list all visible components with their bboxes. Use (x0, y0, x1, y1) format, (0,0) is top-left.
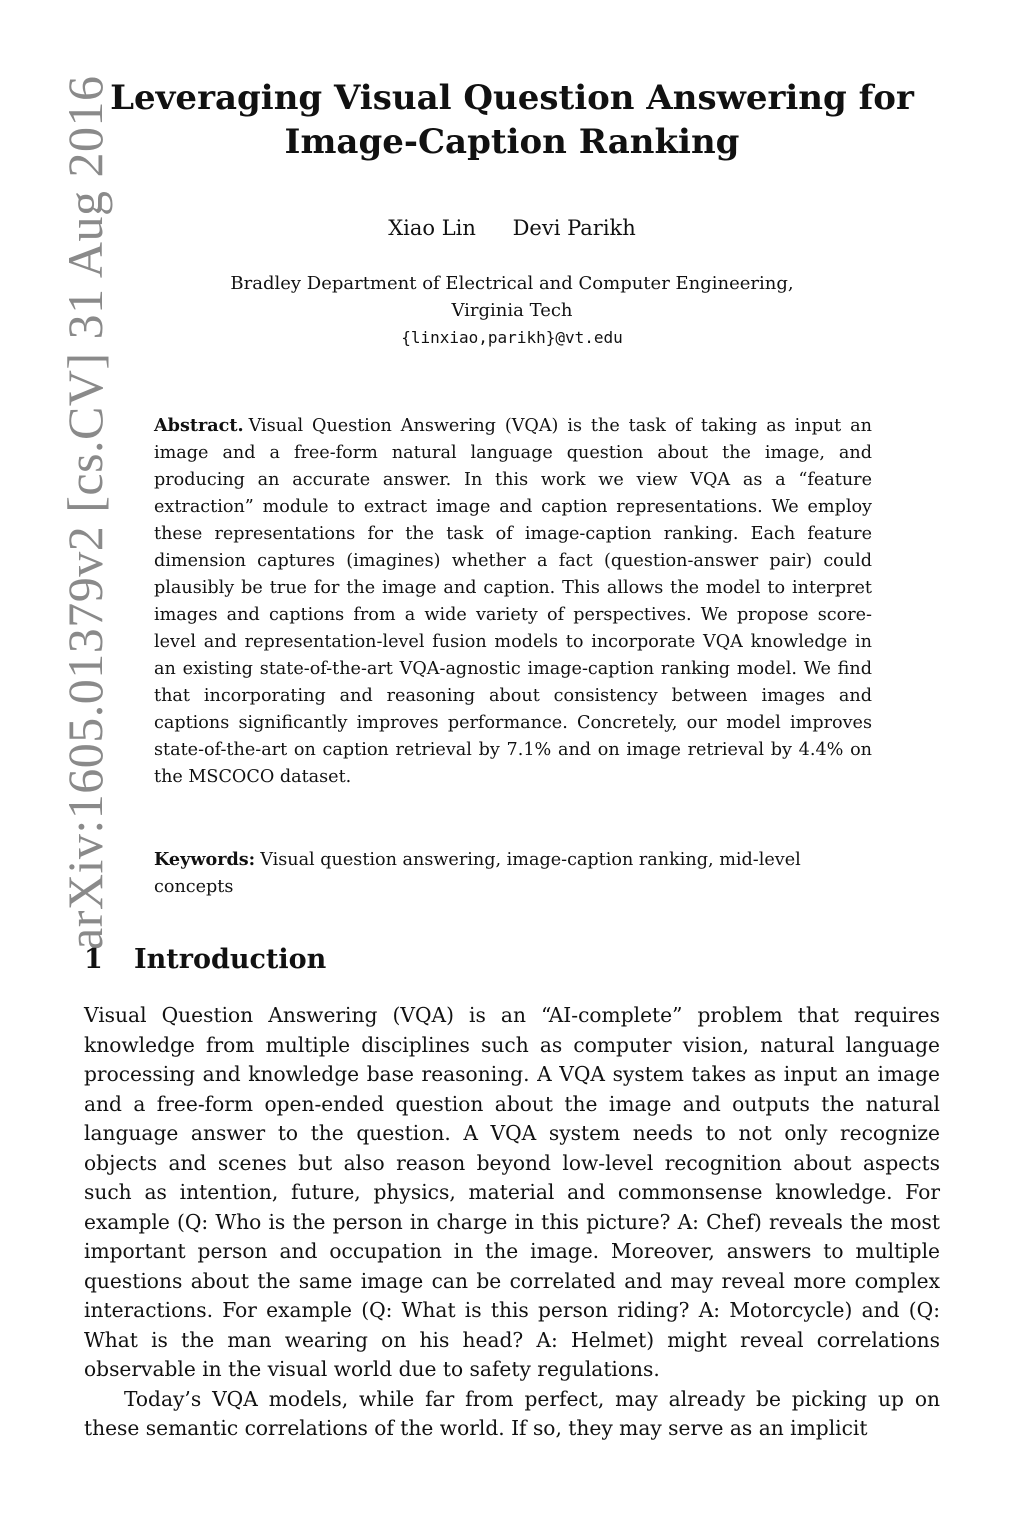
introduction-body (84, 1001, 940, 1444)
affiliation (100, 270, 924, 351)
affiliation-department: Bradley Department of Electrical and Computer Engineering, (230, 273, 794, 294)
affiliation-institution: Virginia Tech (451, 300, 573, 321)
title-line-1: Leveraging Visual Question Answering for (110, 78, 914, 118)
intro-paragraph-2: Today’s VQA models, while far from perfect, may already be picking up on these semantic correlations of the world. If so, they may serve as an implicit (84, 1386, 940, 1440)
title-line-2: Image-Caption Ranking (284, 122, 740, 162)
authors (100, 216, 924, 240)
abstract (154, 412, 872, 791)
abstract-text: Visual Question Answering (VQA) is the task of taking as input an image and a free-form natural language question about the image, and producing an accurate answer. In this work we view VQA as a “feature extraction” module to extract image and caption representations. We employ these representations for the task of image-caption ranking. Each feature dimension captures (imagines) whether a fact (question-answer pair) could plausibly be true for the image and caption. This allows the model to interpret images and captions from a wide variety of perspectives. We propose score-level and representation-level fusion models to incorporate VQA knowledge in an existing state-of-the-art VQA-agnostic image-caption ranking model. We find that incorporating and reasoning about consistency between images and captions significantly improves performance. Concretely, our model improves state-of-the-art on caption retrieval by 7.1% and on image retrieval by 4.4% on the MSCOCO dataset. (154, 416, 872, 787)
author-1: Xiao Lin (388, 216, 476, 240)
intro-paragraph-1: Visual Question Answering (VQA) is an “AI-complete” problem that requires knowledge from multiple disciplines such as computer vision, natural language processing and knowledge base reasoning. A VQA system takes as input an image and a free-form open-ended question about the image and outputs the natural language answer to the question. A VQA system needs to not only recognize objects and scenes but also reason beyond low-level recognition about aspects such as intention, future, physics, material and commonsense knowledge. For example (Q: Who is the person in charge in this picture? A: Chef) reveals the most important person and occupation in the image. Moreover, answers to multiple questions about the same image can be correlated and may reveal more complex interactions. For example (Q: What is this person riding? A: Motorcycle) and (Q: What is the man wearing on his head? A: Helmet) might reveal correlations observable in the visual world due to safety regulations. (84, 1003, 940, 1381)
arxiv-stamp: arXiv:1605.01379v2 [cs.CV] 31 Aug 2016 (57, 75, 113, 950)
keywords-label: Keywords: (154, 849, 256, 870)
paper-title (100, 76, 924, 164)
author-emails: {linxiao,parikh}@vt.edu (401, 328, 623, 347)
section-number: 1 (84, 944, 103, 975)
keywords-text: Visual question answering, image-caption ranking, mid-level concepts (154, 850, 801, 897)
section-title: Introduction (134, 944, 327, 975)
keywords (154, 846, 872, 901)
author-2: Devi Parikh (512, 216, 636, 240)
abstract-label: Abstract. (154, 415, 244, 436)
section-heading (84, 940, 326, 980)
